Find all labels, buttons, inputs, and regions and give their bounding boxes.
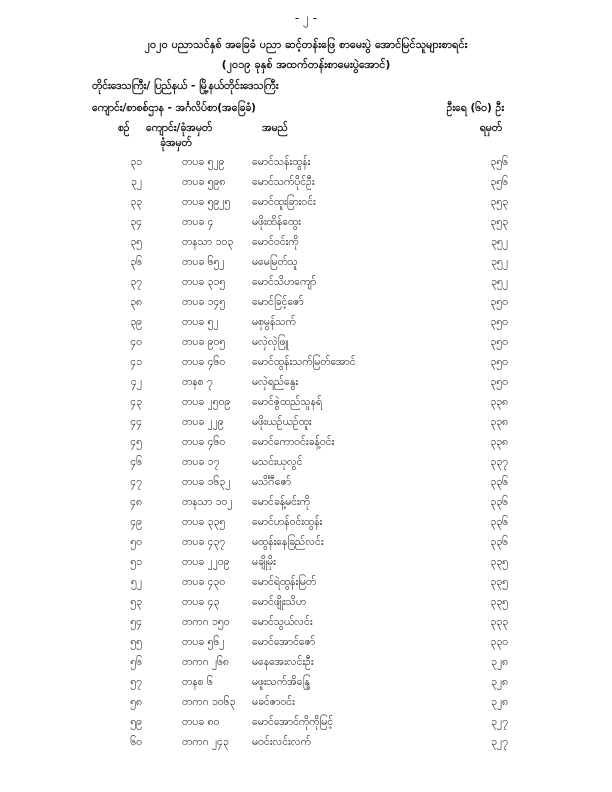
table-row (0, 636, 612, 656)
row-mark: ၃၅၆ (490, 156, 508, 168)
table-row (0, 416, 612, 436)
row-number: ၃၉ (130, 316, 142, 328)
row-number: ၃၃ (130, 196, 142, 208)
table-row (0, 276, 612, 296)
row-mark: ၃၅၀ (490, 376, 508, 388)
row-name: မောင်ခြင့်ဇော် (252, 296, 304, 308)
row-number: ၄၃ (130, 396, 142, 408)
row-school: တပခ ၂၂၉ (182, 416, 224, 428)
row-name: မထွန်းနေခြည်လင်း (252, 536, 324, 548)
table-row (0, 176, 612, 196)
row-number: ၅၃ (130, 596, 142, 608)
row-number: ၄၄ (130, 416, 142, 428)
table-row (0, 436, 612, 456)
row-school: တနသာ ၁၀၃ (182, 236, 234, 248)
row-school: တပခ ၉၀၅ (182, 336, 226, 348)
row-mark: ၃၂၈ (490, 676, 508, 688)
row-mark: ၃၂၇ (491, 716, 508, 728)
row-number: ၃၅ (130, 236, 142, 248)
row-mark: ၃၃၈ (490, 436, 508, 448)
row-name: မောင်သွယ်လင်း (252, 616, 313, 628)
row-number: ၅၁ (130, 556, 142, 568)
row-mark: ၃၅၀ (490, 336, 508, 348)
row-name: မောင်ထူးခြားဝင်း (252, 196, 316, 208)
row-mark: ၃၃၈ (490, 396, 508, 408)
table-row (0, 516, 612, 536)
row-school: တပခ ၂၅၀၉ (182, 396, 231, 408)
row-name: မောင်သက်ပိုင်ဦး (252, 176, 315, 188)
row-mark: ၃၃၆ (490, 516, 508, 528)
row-mark: ၃၅၂ (491, 236, 508, 248)
seats-label: ဦးရေ (၆၀) ဦး (446, 102, 504, 114)
row-school: တနစ ၆ (182, 676, 213, 688)
row-number: ၃၄ (130, 216, 142, 228)
table-row (0, 476, 612, 496)
row-name: မောင်ဝင်းကို (252, 236, 299, 248)
row-school: တပခ ၅၉၂၅ (182, 196, 231, 208)
row-school: တပခ ၅၉၈ (182, 176, 226, 188)
row-mark: ၃၃၆ (490, 476, 508, 488)
row-number: ၅၉ (130, 716, 142, 728)
table-row (0, 296, 612, 316)
row-mark: ၃၃၆ (490, 496, 508, 508)
row-mark: ၃၅၀ (490, 296, 508, 308)
header-school-line2: ခုံအမှတ် (160, 137, 192, 149)
row-name: မောင်ဖျိုးသိဟ (252, 596, 307, 608)
row-number: ၄၇ (130, 476, 142, 488)
row-name: မောင်ရဲထွန်းမြတ် (252, 576, 317, 588)
row-number: ၄၀ (130, 336, 142, 348)
row-number: ၅၈ (130, 696, 142, 708)
row-mark: ၃၃၆ (490, 536, 508, 548)
table-row (0, 616, 612, 636)
table-row (0, 316, 612, 336)
header-name: အမည် (262, 122, 288, 134)
row-number: ၅၇ (130, 676, 142, 688)
row-number: ၄၂ (130, 376, 142, 388)
header-number: စဉ် (118, 122, 130, 134)
row-school: တပခ ၅၂ (182, 316, 219, 328)
row-school: တပခ ၄ (182, 216, 214, 228)
row-name: မဖိုးထိန်ထွေး (252, 216, 301, 228)
row-number: ၄၉ (130, 516, 142, 528)
table-row (0, 536, 612, 556)
row-mark: ၃၅၂ (491, 276, 508, 288)
row-mark: ၃၅၃ (490, 216, 508, 228)
table-row (0, 656, 612, 676)
header-mark: ရမှတ် (479, 122, 502, 134)
table-row (0, 696, 612, 716)
row-mark: ၃၃၅ (490, 596, 508, 608)
row-mark: ၃၃၇ (490, 456, 508, 468)
table-row (0, 396, 612, 416)
row-number: ၅၄ (130, 616, 142, 628)
row-mark: ၃၂၇ (491, 736, 508, 748)
table-row (0, 676, 612, 696)
row-school: တနစ ၇ (182, 376, 213, 388)
row-name: မဝင်းလင်းလက် (252, 736, 311, 748)
table-row (0, 496, 612, 516)
row-number: ၅၅ (130, 636, 142, 648)
row-name: မချိုမိုး (252, 556, 276, 568)
row-number: ၄၅ (130, 436, 142, 448)
document-subtitle: (၂၀၁၉ ခုနှစ် အထက်တန်းစာမေးပွဲအောင်) (221, 58, 391, 71)
row-number: ၃၂ (130, 176, 142, 188)
row-mark: ၃၃၀ (490, 636, 508, 648)
row-name: မလှဲရည်နွေး (252, 376, 299, 388)
row-name: မဖူးသက်အိန္ဒြေ (252, 676, 310, 688)
row-mark: ၃၂၈ (490, 696, 508, 708)
row-name: မောင်ဇွဲထည်သူနရ် (252, 396, 323, 408)
row-name: မောင်အောင်ကိုကိုမြင့် (252, 716, 334, 728)
table-row (0, 336, 612, 356)
header-school: ကျောင်း/ခုံအမှတ် (146, 122, 213, 134)
row-mark: ၃၅၆ (490, 176, 508, 188)
table-row (0, 216, 612, 236)
row-name: မောင်ကောဝင်းခန့်ဝင်း (252, 436, 335, 448)
row-school: တပခ ၁၆၃၂ (182, 476, 231, 488)
row-school: တနသာ ၁၀၂ (182, 496, 233, 508)
row-school: တပခ ၅၆၂ (182, 636, 225, 648)
table-row (0, 376, 612, 396)
row-name: မသိင်္ဂီဇော် (252, 476, 292, 488)
table-row (0, 456, 612, 476)
row-name: မဖိုးယဉ်ယဉ်ထူး (252, 416, 312, 428)
region-label: တိုင်းဒေသကြီး/ ပြည်နယ် - မြို့နယ်တိုင်းဒေသကြီး (92, 80, 279, 92)
row-number: ၄၆ (130, 456, 142, 468)
row-mark: ၃၃၃ (490, 616, 508, 628)
row-number: ၃၈ (130, 296, 142, 308)
table-row (0, 256, 612, 276)
row-school: တပခ ၁၇ (182, 456, 220, 468)
row-number: ၅၂ (130, 576, 142, 588)
row-school: တပခ ၈၀ (182, 716, 220, 728)
table-row (0, 716, 612, 736)
table-row (0, 196, 612, 216)
row-name: မောင်ထွန်းသက်မြတ်အောင် (252, 356, 356, 368)
row-name: မမေမြတ်သူ (252, 256, 298, 268)
row-school: တပခ ၄၃ (182, 596, 220, 608)
table-row (0, 596, 612, 616)
row-number: ၄၁ (130, 356, 142, 368)
row-mark: ၃၂၈ (490, 656, 508, 668)
row-name: မောင်သိဟကျော် (252, 276, 317, 288)
row-name: မနေအေးလင်းဦး (252, 656, 314, 668)
row-school: တပခ ၃၁၅ (182, 276, 226, 288)
row-mark: ၃၅၀ (490, 316, 508, 328)
row-school: တပခ ၁၄၅ (182, 296, 226, 308)
row-school: တပခ ၅၂၉ (182, 156, 225, 168)
row-mark: ၃၃၈ (490, 416, 508, 428)
row-number: ၅၆ (130, 656, 142, 668)
table-row (0, 736, 612, 756)
results-list (0, 156, 612, 756)
row-school: တပခ ၄၃၇ (182, 536, 226, 548)
row-name: မောင်သန်းထွန်း (252, 156, 311, 168)
row-mark: ၃၅၀ (490, 356, 508, 368)
row-name: မခင်ဇာဝင်း (252, 696, 295, 708)
table-row (0, 556, 612, 576)
row-school: တပခ ၄၆၀ (182, 356, 226, 368)
row-number: ၅၀ (130, 536, 142, 548)
table-row (0, 576, 612, 596)
row-school: တပခ ၄၃၀ (182, 576, 226, 588)
row-name: မောင်ဟန်ဝင်းထွန်း (252, 516, 323, 528)
row-mark: ၃၅၂ (491, 256, 508, 268)
row-number: ၄၈ (130, 496, 142, 508)
row-name: မောင်အောင်ဇော် (252, 636, 316, 648)
row-mark: ၃၅၃ (490, 196, 508, 208)
table-row (0, 236, 612, 256)
row-name: မသင်းယုလွင် (252, 456, 303, 468)
row-school: တကဂ ၁၀၆၃ (182, 696, 236, 708)
row-school: တကဂ ၂၆၈ (182, 656, 229, 668)
row-school: တကဂ ၁၅၀ (182, 616, 230, 628)
row-school: တပခ ၂၂၀၉ (182, 556, 230, 568)
row-school: တပခ ၄၆၀ (182, 436, 226, 448)
row-number: ၃၇ (130, 276, 142, 288)
district-label: ကျောင်း/စာစစ်ဌာန - အင်္ဂလိပ်စာ(အခြေခံ) (92, 102, 256, 114)
table-row (0, 356, 612, 376)
row-name: မောင်ခန့်မင်းကို (252, 496, 310, 508)
document-title: ၂၀၂၀ ပညာသင်နှစ် အခြေခံ ပညာ ဆင့်တန်းဖြေ စာမေးပွဲ အောင်မြင်သူများစာရင်း (144, 38, 468, 51)
table-row (0, 156, 612, 176)
row-number: ၃၆ (130, 256, 142, 268)
row-school: တပခ ၃၃၅ (182, 516, 226, 528)
row-mark: ၃၃၅ (490, 576, 508, 588)
row-name: မစုမွန်သက် (252, 316, 296, 328)
row-number: ၆၀ (130, 736, 142, 748)
row-school: တပခ ၆၅၂ (182, 256, 225, 268)
row-school: တကဂ ၂၄၃ (182, 736, 229, 748)
row-mark: ၃၃၅ (490, 556, 508, 568)
row-number: ၃၁ (130, 156, 142, 168)
page-number: - ၂ - (294, 11, 318, 25)
row-name: မလှဲလှဲဖြူ (252, 336, 289, 348)
